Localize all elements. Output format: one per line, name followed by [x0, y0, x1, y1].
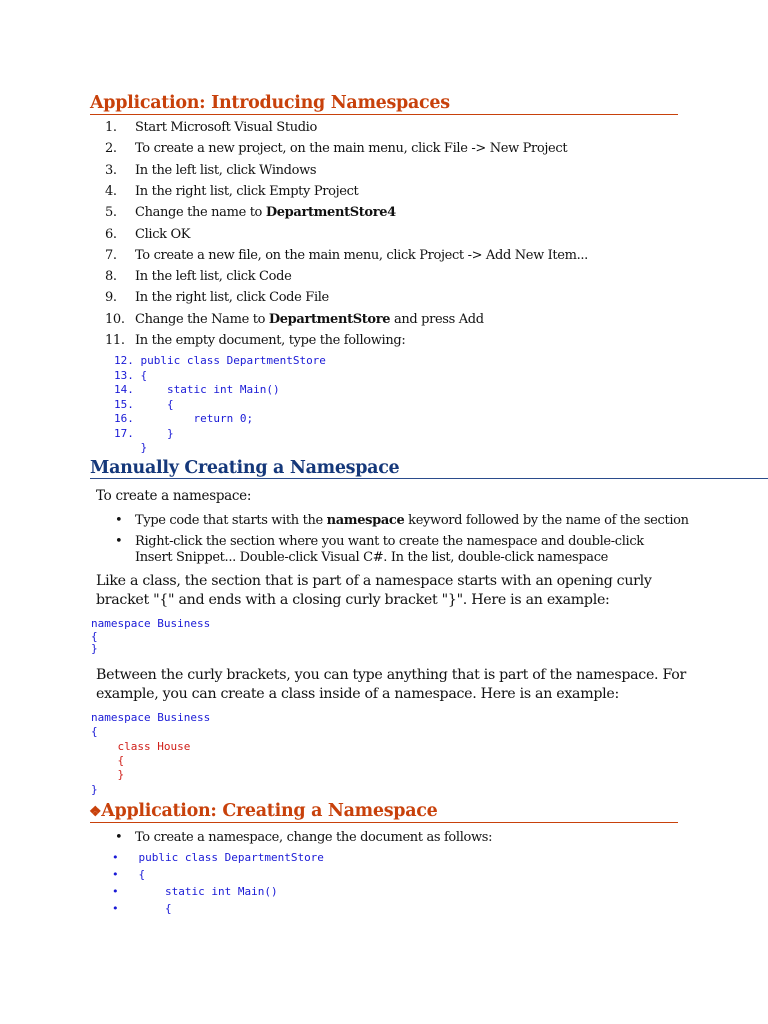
- step-text: To create a new file, on the main menu, click Project -> Add New Item...: [135, 247, 588, 263]
- list-item: [105, 248, 588, 264]
- code-text: {: [140, 397, 174, 411]
- step-text: Change the name to: [135, 205, 266, 221]
- step-text: To create a new project, on the main menu, click File -> New Project: [135, 141, 568, 157]
- intro-text: To create a namespace:: [96, 488, 252, 504]
- step-number: 8.: [105, 269, 117, 285]
- list-item: [105, 141, 567, 157]
- code-line: namespace Business: [91, 711, 211, 724]
- list-item: [105, 333, 405, 349]
- code-line-number: 13.: [114, 368, 141, 382]
- heading-rule: [90, 822, 678, 823]
- code-text: }: [140, 441, 148, 454]
- code-line-number: 12.: [114, 354, 141, 367]
- paragraph: Like a class, the section that is part of a namespace starts with an opening curly bracket "{" and ends with a closing curly bracket "}". Here is an example:: [96, 573, 652, 608]
- step-number: 3.: [105, 162, 117, 178]
- heading-rule: [90, 114, 678, 115]
- code-line: [114, 354, 326, 368]
- step-text: In the left list, click Windows: [135, 162, 317, 178]
- code-line-number: 17.: [114, 426, 141, 440]
- step-text: Start Microsoft Visual Studio: [135, 120, 317, 135]
- code-line: [112, 868, 145, 882]
- step-number: 7.: [105, 247, 117, 263]
- code-line-number: 15.: [114, 397, 141, 411]
- step-text: In the right list, click Code File: [135, 290, 329, 306]
- code-line: }: [91, 782, 98, 796]
- list-item: [105, 290, 329, 306]
- code-line-number: 16.: [114, 412, 141, 425]
- step-text: In the right list, click Empty Project: [135, 183, 359, 199]
- code-line: namespace Business: [91, 617, 211, 630]
- code-line: [112, 851, 324, 865]
- diamond-bullet-icon: ❖: [89, 804, 102, 820]
- code-text: static int Main(): [140, 383, 280, 396]
- step-text-after: and press Add: [390, 311, 484, 327]
- list-item: [105, 163, 316, 179]
- code-line: [114, 412, 253, 426]
- code-text: {: [140, 368, 148, 382]
- step-number: 9.: [105, 290, 117, 306]
- step-bold-text: DepartmentStore4: [265, 205, 396, 221]
- step-number: 11.: [105, 333, 125, 348]
- code-line: [112, 902, 172, 916]
- step-number: 10.: [105, 311, 125, 327]
- code-line: {: [91, 753, 125, 767]
- code-text: }: [140, 426, 174, 440]
- section-heading-introducing-namespaces: Application: Introducing Namespaces: [90, 93, 450, 113]
- code-line: {: [91, 629, 98, 643]
- code-line: [114, 383, 280, 397]
- code-line: class House: [91, 739, 191, 753]
- code-line-number: [114, 441, 141, 454]
- code-text: public class DepartmentStore: [140, 354, 326, 367]
- list-item: [105, 227, 190, 243]
- code-line: [114, 427, 174, 441]
- step-bold-text: DepartmentStore: [268, 311, 391, 327]
- bullet-icon: •: [112, 885, 139, 898]
- document-page: Application: Introducing Namespaces 1. Start Microsoft Visual Studio 2. To create a new project, on the main menu, click File -> New Project 3. In the left list, click Windows 4. In the right list, click Empty Project 5. Change the name to DepartmentStore4 6. Click OK 7. To create a new file, on the main menu, click Project -> Add New Item... 8. In the left list, click Code 9. In the right list, click Code File 10. Change the Name to DepartmentStore and press Add 11. In the empty document, type the following: 12. public class DepartmentStore 13. { 14. static int Main() 15. { 16. return 0; 17. } } Manually Creating a Namespace To create a namespace: • Type code that starts with the namespace keyword followed by the name of the section • Right-click the section where you want to create the namespace and double-click Insert Snippet... Double-click Visual C#. In the list, double-click namespace Like a class, the section that is part of a namespace starts with an opening curly bracket "{" and ends with a closing curly bracket "}". Here is an example: namespace Business { } Between the curly brackets, you can type anything that is part of the namespace. For example, you can create a class inside of a namespace. Here is an example: namespace Business { class House { } } ❖Application: Creating a Namespace • To create a namespace, change the document as follows: • public class DepartmentStore • { • static int Main() • {: [0, 0, 768, 1024]
- bullet-icon: •: [115, 830, 123, 845]
- step-text: In the empty document, type the following:: [135, 333, 406, 348]
- step-number: 2.: [105, 141, 117, 157]
- step-text: Change the Name to: [135, 311, 269, 327]
- bullet-icon: •: [112, 868, 139, 881]
- code-text: {: [138, 902, 172, 915]
- code-text: public class DepartmentStore: [138, 851, 324, 864]
- code-line: [114, 369, 147, 383]
- section-heading-manually-creating: Manually Creating a Namespace: [90, 458, 400, 478]
- step-number: 6.: [105, 226, 117, 242]
- code-line: }: [91, 642, 98, 655]
- heading-rule: [90, 478, 768, 479]
- list-item: [105, 205, 396, 221]
- code-line: }: [91, 768, 125, 782]
- step-number: 1.: [105, 120, 117, 135]
- paragraph: Between the curly brackets, you can type anything that is part of the namespace. For example, you can create a class inside of a namespace. Here is an example:: [96, 667, 686, 702]
- list-item: [105, 184, 358, 200]
- list-item: [105, 312, 484, 328]
- list-item: [105, 120, 317, 136]
- list-item: [105, 269, 291, 285]
- bullet-icon: •: [115, 534, 123, 549]
- code-text: {: [138, 868, 146, 881]
- code-line-number: 14.: [114, 383, 141, 396]
- code-line: [114, 441, 147, 455]
- bullet-icon: •: [112, 902, 139, 915]
- step-text: In the left list, click Code: [135, 269, 292, 285]
- step-number: 5.: [105, 205, 117, 221]
- section-heading-creating-namespace: ❖Application: Creating a Namespace: [89, 801, 438, 821]
- bullet-icon: •: [115, 513, 123, 528]
- code-line: [114, 398, 174, 412]
- step-text: Click OK: [135, 226, 191, 242]
- code-line: [112, 885, 278, 899]
- code-text: return 0;: [140, 412, 254, 425]
- code-line: {: [91, 725, 98, 739]
- step-number: 4.: [105, 183, 117, 199]
- code-text: static int Main(): [138, 885, 278, 898]
- bullet-icon: •: [112, 851, 139, 864]
